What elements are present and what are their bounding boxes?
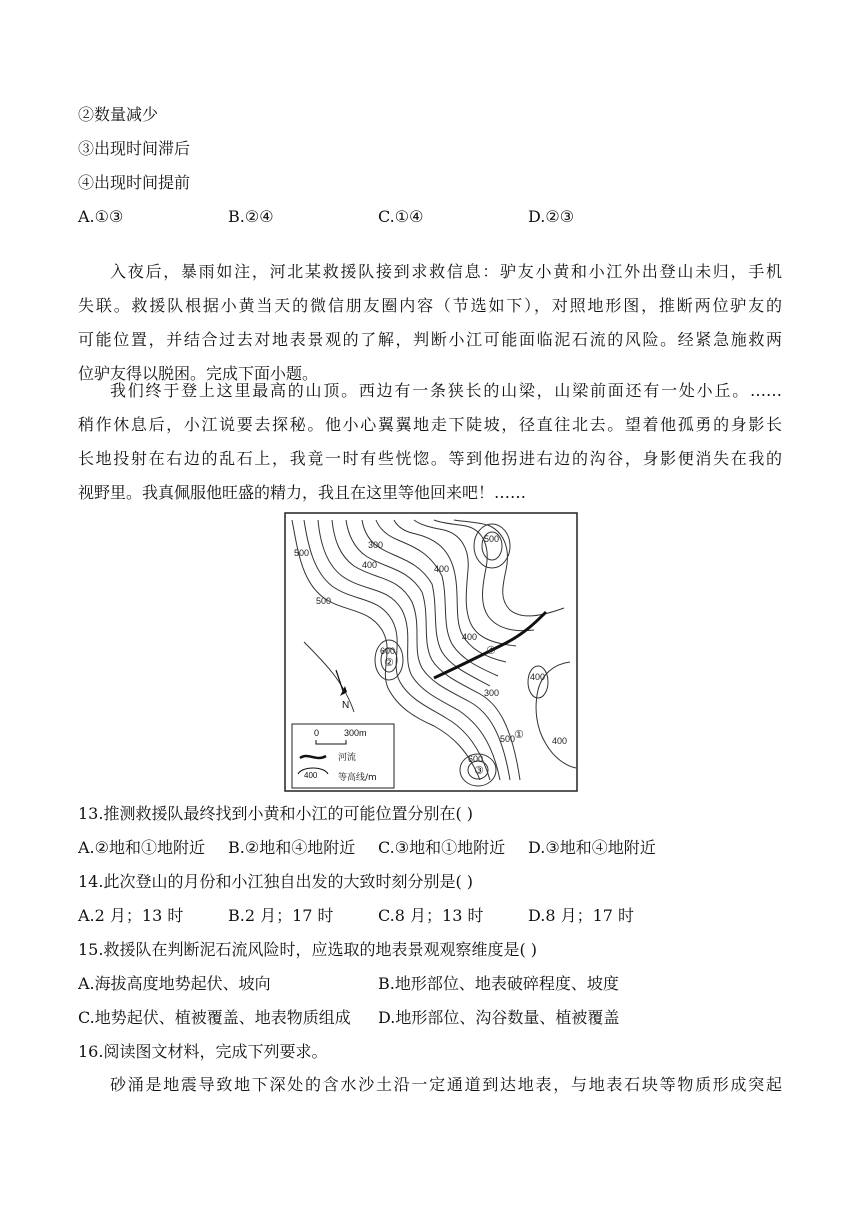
q16-text: 砂涌是地震导致地下深处的含水沙土沿一定通道到达地表，与地表石块等物质形成突起 [110,1075,782,1094]
legend-contour-label: 等高线/m [338,773,377,783]
post-paragraph [78,374,782,510]
contour-label: 500 [484,534,500,544]
point-label-1: ① [514,728,524,741]
q14-option-c: C.8 月；13 时 [378,906,484,925]
q13-option-a: A.②地和①地附近 [78,838,205,857]
q15-option-d: D.地形部位、沟谷数量、植被覆盖 [378,1008,620,1027]
scale-zero: 0 [314,728,320,738]
material-line: 可能位置，并结合过去对地表景观的了解，判断小江可能面临泥石流的风险。经紧急施救两 [78,330,782,349]
north-label: N [342,700,350,711]
contour-label: 400 [362,560,378,570]
material-line: 入夜后，暴雨如注，河北某救援队接到求救信息：驴友小黄和小江外出登山未归，手机 [110,262,782,281]
contour-label: 600 [468,754,484,764]
q15-option-a: A.海拔高度地势起伏、坡向 [78,974,271,993]
option-c: C.①④ [378,207,424,226]
post-line: 稍作休息后，小江说要去探秘。他小心翼翼地走下陡坡，径直往北去。望着他孤勇的身影长 [78,415,782,434]
contour-label: 600 [380,646,396,656]
legend-contour-value: 400 [304,771,318,780]
contour-label: 500 [294,548,310,558]
q13-stem: 13.推测救援队最终找到小黄和小江的可能位置分别在( ) [78,804,474,823]
post-line: 我们终于登上这里最高的山顶。西边有一条狭长的山梁，山梁前面还有一处小丘。…… [110,381,782,400]
point-label-2: ② [384,656,394,669]
option-b: B.②④ [228,207,274,226]
contour-label: 400 [462,632,478,642]
contour-label: 300 [484,688,500,698]
item-3-line: ③出现时间滞后 [78,139,191,158]
q14-option-a: A.2 月；13 时 [78,906,184,925]
scale-length: 300m [344,728,367,738]
option-d: D.②③ [528,207,575,226]
q15-option-c: C.地势起伏、植被覆盖、地表物质组成 [78,1008,351,1027]
q16-stem: 16.阅读图文材料，完成下列要求。 [78,1042,328,1061]
q16-paragraph [78,1068,782,1102]
q14-stem: 14.此次登山的月份和小江独自出发的大致时刻分别是( ) [78,872,474,891]
contour-label: 400 [530,672,546,682]
contour-label: 500 [500,734,516,744]
material-line: 位驴友得以脱困。完成下面小题。 [78,364,319,383]
q13-option-c: C.③地和①地附近 [378,838,506,857]
contour-map [284,512,578,792]
contour-label: 400 [552,736,568,746]
legend-river-label: 河流 [338,753,357,763]
q15-stem: 15.救援队在判断泥石流风险时，应选取的地表景观观察维度是( ) [78,940,538,959]
q13-option-b: B.②地和④地附近 [228,838,356,857]
point-label-3: ③ [474,764,484,777]
item-4-line: ④出现时间提前 [78,173,191,192]
map-legend [292,724,394,788]
post-line: 长地投射在右边的乱石上，我竟一时有些恍惚。等到他拐进右边的沟谷，身影便消失在我的 [78,449,782,468]
point-label-4: ④ [486,644,496,657]
material-paragraph [78,255,782,391]
q14-option-b: B.2 月；17 时 [228,906,334,925]
contour-label: 500 [316,596,332,606]
option-a: A.①③ [78,207,124,226]
item-2-line: ②数量减少 [78,105,159,124]
q14-option-d: D.8 月；17 时 [528,906,635,925]
contour-label: 400 [434,564,450,574]
contour-label: 300 [368,540,384,550]
q13-option-d: D.③地和④地附近 [528,838,656,857]
material-line: 失联。救援队根据小黄当天的微信朋友圈内容（节选如下），对照地形图，推断两位驴友的 [78,296,782,315]
q15-option-b: B.地形部位、地表破碎程度、坡度 [378,974,619,993]
post-line: 视野里。我真佩服他旺盛的精力，我且在这里等他回来吧！…… [78,483,527,502]
